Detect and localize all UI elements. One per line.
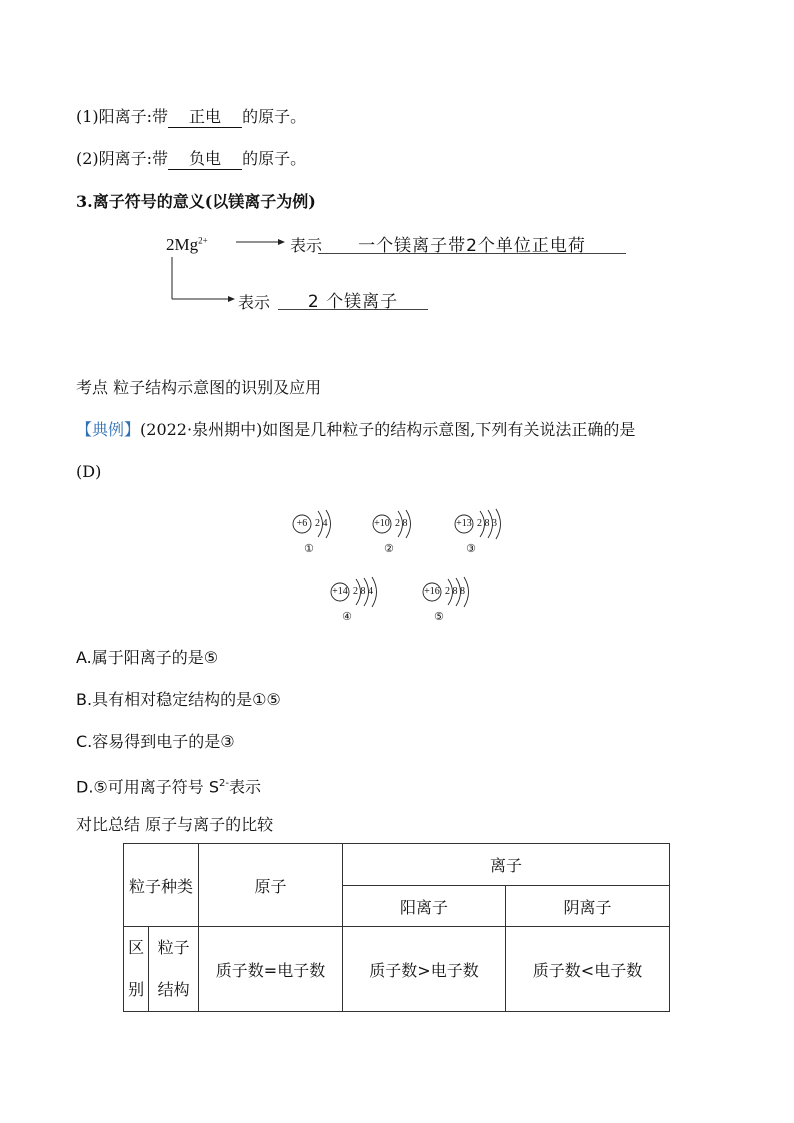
option-a: A.属于阳离子的是⑤ bbox=[76, 648, 219, 667]
anion-answer: 负电 bbox=[168, 149, 242, 170]
symbol-element: Mg bbox=[174, 235, 199, 254]
cell-qubie bbox=[124, 927, 149, 1012]
cation-suffix: 的原子。 bbox=[242, 107, 307, 126]
anion-definition bbox=[76, 149, 306, 170]
nucleus-charge: +14 bbox=[332, 586, 348, 597]
nucleus-charge: +13 bbox=[456, 518, 472, 529]
cell-qu: 区 bbox=[128, 938, 145, 957]
anion-suffix: 的原子。 bbox=[242, 149, 307, 168]
electron-counts: 2 8 4 bbox=[353, 586, 373, 597]
header-atom: 原子 bbox=[199, 844, 343, 927]
nucleus-charge: +6 bbox=[296, 518, 308, 529]
electron-counts: 2 4 bbox=[315, 518, 328, 529]
header-ion: 离子 bbox=[343, 844, 670, 886]
option-d-prefix: D.⑤可用离子符号 S bbox=[76, 777, 219, 797]
diagram-number-label: ① bbox=[304, 542, 314, 555]
section3-heading: 3.离子符号的意义(以镁离子为例) bbox=[76, 192, 316, 211]
symbol-coefficient: 2 bbox=[166, 235, 175, 254]
anion-prefix: (2)阴离子:带 bbox=[76, 149, 169, 168]
cell-anion-structure: 质子数<电子数 bbox=[506, 927, 670, 1012]
arrow-bottom-head bbox=[228, 296, 235, 302]
option-c: C.容易得到电子的是③ bbox=[76, 732, 235, 751]
label-top: 表示 bbox=[290, 236, 323, 255]
example-answer: (D) bbox=[76, 462, 102, 481]
label-bottom: 表示 bbox=[238, 293, 271, 312]
option-d-suffix: 表示 bbox=[228, 777, 261, 797]
diagram-number-label: ③ bbox=[466, 542, 476, 555]
cation-answer: 正电 bbox=[168, 107, 242, 128]
cell-jiegou: 结构 bbox=[157, 980, 190, 999]
example-tag: 【典例】 bbox=[76, 420, 141, 439]
header-cation: 阳离子 bbox=[343, 886, 506, 927]
answer-top: 一个镁离子带2个单位正电荷 bbox=[318, 231, 626, 254]
atom-diagram-3 bbox=[452, 510, 552, 562]
summary-title: 对比总结 原子与离子的比较 bbox=[76, 815, 274, 834]
mg-ion-symbol bbox=[166, 235, 208, 255]
atom-diagram-4 bbox=[328, 578, 428, 630]
header-anion: 阴离子 bbox=[506, 886, 670, 927]
kaodian-heading: 考点 粒子结构示意图的识别及应用 bbox=[76, 378, 322, 397]
answer-bottom: 2 个镁离子 bbox=[278, 287, 428, 310]
cell-atom-structure: 质子数=电子数 bbox=[199, 927, 343, 1012]
electron-counts: 2 8 bbox=[395, 518, 408, 529]
nucleus-charge: +10 bbox=[374, 518, 390, 529]
diagram-number-label: ⑤ bbox=[434, 610, 444, 623]
comparison-table bbox=[123, 843, 670, 1012]
atom-diagram-5 bbox=[420, 578, 520, 630]
diagram-number-label: ② bbox=[384, 542, 394, 555]
cell-lizi: 粒子 bbox=[157, 938, 190, 957]
symbol-charge: 2+ bbox=[198, 235, 208, 246]
option-d bbox=[76, 774, 261, 797]
header-kind: 粒子种类 bbox=[124, 844, 199, 927]
cation-prefix: (1)阳离子:带 bbox=[76, 107, 169, 126]
cation-definition bbox=[76, 107, 306, 128]
mg-ion-diagram bbox=[160, 225, 640, 325]
cell-structure-label bbox=[149, 927, 199, 1012]
cell-bie: 别 bbox=[128, 980, 145, 999]
diagram-number-label: ④ bbox=[342, 610, 352, 623]
electron-counts: 2 8 3 bbox=[477, 518, 497, 529]
cell-cation-structure: 质子数>电子数 bbox=[343, 927, 506, 1012]
example-question bbox=[76, 420, 635, 440]
arrow-top-head bbox=[278, 239, 285, 245]
example-text: (2022·泉州期中)如图是几种粒子的结构示意图,下列有关说法正确的是 bbox=[140, 420, 636, 439]
option-d-charge: 2- bbox=[219, 778, 229, 789]
electron-counts: 2 8 8 bbox=[445, 586, 465, 597]
option-b: B.具有相对稳定结构的是①⑤ bbox=[76, 690, 281, 709]
nucleus-charge: +16 bbox=[424, 586, 440, 597]
